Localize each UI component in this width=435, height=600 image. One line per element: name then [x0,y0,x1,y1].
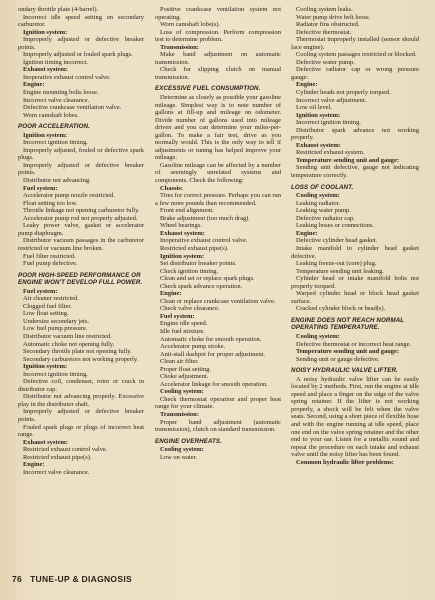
paragraph: Wheel bearings. [160,222,202,230]
paragraph: Leaking water pump. [296,207,351,215]
paragraph: Worn camshaft lobes. [23,111,79,119]
paragraph: Ignition timing incorrect. [23,58,88,66]
paragraph: Clean air filter. [160,358,199,366]
paragraph: Tires for correct pressure. Perhaps you can run a few more pounds than recommended. [155,192,281,207]
paragraph: ondary throttle plate (4-barrel). [18,6,99,13]
paragraph: Loss of compression. Perform compression test to determine problem. [155,28,281,44]
paragraph: Incorrect ignition timing. [23,370,88,378]
paragraph: Low float setting. [23,310,69,318]
subsection-heading: Ignition system: [23,28,68,36]
paragraph: Temperature sending unit leaking. [296,267,384,275]
paragraph: Inoperative exhaust control valve. [23,73,111,81]
paragraph: Determine as closely as possible your gasoline mileage. Simplest way is to note number of gallons at fill-up and mileage on odometer. Divide number of gallons used into mileage driven and you can determine your miles-per-gallon. To make a fair test, drive as you normally would. This is the only way to tell if adjustments or tuning has helped improve your mileage. [155,94,281,162]
paragraph: Air cleaner restricted. [23,295,79,303]
subsection-heading: Engine: [23,81,45,89]
paragraph: Sending unit defective, gauge not indicating temperature correctly. [291,164,419,180]
paragraph: Thermostat improperly installed (sensor should face engine). [291,36,419,51]
subsection-heading: Cooling system: [160,388,204,396]
subsection-heading: Ignition system: [296,111,341,119]
paragraph: Cylinder heads not properly torqued. [296,89,391,97]
subsection-heading: Cooling system: [160,446,204,454]
subsection-heading: Exhaust system: [23,438,68,446]
paragraph: Distributor vacuum passages in the carburetor restricted or vacuum line broken. [18,237,144,252]
subsection-heading: Engine: [296,229,318,237]
subsection-heading: Engine: [296,81,318,89]
paragraph: Accelerator linkage for smooth operation. [160,380,268,388]
paragraph: Defective coil, condenser, rotor or crack in distributor cap. [18,378,144,393]
paragraph: A noisy hydraulic valve lifter can be easily located by 2 methods. First, run the engine at idle speed and place a finger on the edge of the valve spring retainer. If the lifter is not working properly, a shock will be felt when the valve seats. Second, using a short piece of flexible hose and with the engine running at idle speed, place one end on the valve spring retainer and the other end to your ear. Listen for a metallic sound and repeat the procedure on each intake and exhaust valve until the noisy lifter has been found. [291,375,419,459]
paragraph: Incorrect valve clearance. [23,468,90,476]
subsection-heading: Fuel system: [23,184,58,192]
paragraph: Cooling system leaks. [296,6,353,13]
running-title: TUNE-UP & DIAGNOSIS [30,574,132,584]
paragraph: Leaking hoses or connections. [296,222,374,230]
paragraph: Undersize secondary jets. [23,317,89,325]
subsection-heading: Transmission: [160,410,199,418]
paragraph: Secondary throttle plate not opening fully. [23,348,132,356]
paragraph: Front end alignment. [160,207,214,215]
paragraph: Defective water pump. [296,58,355,66]
paragraph: Low oil level. [296,104,332,112]
paragraph: Improperly adjusted or defective breaker points. [18,408,144,423]
paragraph: Fuel pump defective. [23,260,78,268]
paragraph: Check thermostat operation and proper heat range for your climate. [155,395,281,411]
paragraph: Defective thermostat or incorrect heat range. [296,340,412,348]
subsection-heading: Transmission: [160,43,199,51]
paragraph: Warped cylinder head or block head gasket surface. [291,290,419,305]
paragraph: Engine mounting bolts loose. [23,89,99,97]
paragraph: Choke adjustment. [160,373,209,381]
paragraph: Check valve clearance. [160,305,220,313]
paragraph: Sending unit or gauge defective. [296,355,380,363]
paragraph: Incorrect ignition timing. [23,139,88,147]
subsection-heading: Cooling system: [296,332,340,340]
section-heading: POOR ACCELERATION. [18,123,90,131]
paragraph: Radiator fins obstructed. [296,21,360,29]
paragraph: Improperly adjusted, fouled or defective spark plugs. [18,146,144,162]
paragraph: Incorrect ignition timing. [296,119,361,127]
section-heading: NOISY HYDRAULIC VALVE LIFTER. [291,367,398,375]
subsection-heading: Exhaust system: [296,141,341,149]
text-column-left [18,6,144,476]
subsection-heading: Ignition system: [23,363,68,371]
paragraph: Fouled spark plugs or plugs of incorrect heat range. [18,423,144,439]
paragraph: Leaky power valve, gasket or accelerator pump diaphragm. [18,222,144,237]
section-heading: LOSS OF COOLANT. [291,183,354,191]
text-column-right [291,6,419,466]
paragraph: Restricted exhaust pipe(s). [160,244,229,252]
paragraph: Cooling system passages restricted or blocked. [296,51,417,59]
paragraph: Clean and set or replace spark plugs. [160,275,255,283]
paragraph: Set distributor breaker points. [160,260,237,268]
paragraph: Clogged fuel filter. [23,302,72,310]
paragraph: Defective crankcase ventilation valve. [23,104,122,112]
paragraph: Fuel filter restricted. [23,252,76,260]
subsection-heading: Temperature sending unit and gauge: [296,348,400,356]
paragraph: Idle fuel mixture. [160,327,205,335]
paragraph: Distributor spark advance not working properly. [291,126,419,142]
subsection-heading: Ignition system: [23,131,68,139]
subsection-heading: Exhaust system: [160,229,205,237]
paragraph: Defective cylinder head gasket. [296,237,378,245]
subsection-heading: Exhaust system: [23,66,68,74]
paragraph: Restricted exhaust system. [296,149,365,157]
paragraph: Defective thermostat. [296,28,352,36]
paragraph: Improperly adjusted or defective breaker points. [18,161,144,177]
subsection-heading: Fuel system: [23,287,58,295]
paragraph: Secondary carburetors not working properly. [23,355,139,363]
paragraph: Accelerator pump nozzle restricted. [23,192,115,200]
paragraph: Defective radiator cap. [296,214,355,222]
paragraph: Accelerator pump rod not properly adjusted. [23,214,138,222]
paragraph: Check for slipping clutch on manual transmission. [155,66,281,81]
paragraph: Accelerator pump stroke. [160,343,226,351]
paragraph: Incorrect idle speed setting on secondary carburetor. [18,13,144,29]
paragraph: Make band adjustment on automatic transmission. [155,51,281,66]
paragraph: Throttle linkage not opening carburetor fully. [23,207,140,215]
paragraph: Anti-stall dashpot for proper adjustment. [160,350,265,358]
paragraph: Automatic choke not opening fully. [23,340,115,348]
paragraph: Float setting too low. [23,199,78,207]
paragraph: Restricted exhaust control valve. [23,446,108,454]
page-number: 76 [12,574,23,584]
paragraph: Automatic choke for smooth operation. [160,335,262,343]
paragraph: Distributor vacuum line restricted. [23,332,112,340]
paragraph: Incorrect valve adjustment. [296,96,367,104]
paragraph: Worn camshaft lobe(s). [160,21,221,29]
paragraph: Distributor not advancing properly. Excessive play in the distributor shaft. [18,393,144,408]
paragraph: Restricted exhaust pipe(s). [23,453,92,461]
section-heading: ENGINE OVERHEATS. [155,437,222,445]
paragraph: Distributor not advancing. [23,177,91,185]
subsection-heading: Chassis: [160,184,183,192]
paragraph: Brake adjustment (too much drag). [160,214,250,222]
subsection-heading: Temperature sending unit and gauge: [296,156,400,164]
paragraph: Intake manifold to cylinder head gasket defective. [291,244,419,260]
paragraph: Positive crankcase ventilation system not operating. [155,6,281,21]
text-column-middle [155,6,281,461]
paragraph: Leaking radiator. [296,199,340,207]
paragraph: Leaking freeze-out (core) plug. [296,260,377,268]
section-heading: ENGINE DOES NOT REACH NORMAL OPERATING TEMPERATURE. [291,316,405,332]
paragraph: Gasoline mileage can be affected by a number of seemingly unrelated systems and components. Check the following: [155,161,281,185]
paragraph: Defective radiator cap or wrong pressure gauge: [291,66,419,81]
paragraph: Inoperative exhaust control valve. [160,237,248,245]
paragraph: Water pump drive belt loose. [296,13,371,21]
section-heading: EXCESSIVE FUEL CONSUMPTION. [155,85,261,93]
paragraph: Cracked cylinder block or head(s). [296,305,386,313]
subsection-heading: Fuel system: [160,312,195,320]
paragraph: Clean or replace crankcase ventilation valve. [160,297,276,305]
paragraph: Proper band adjustment (automatic transmission), clutch on standard transmission. [155,418,281,434]
paragraph: Cylinder head or intake manifold bolts not properly torqued. [291,275,419,290]
subsection-heading: Common hydraulic lifter problems: [296,458,394,466]
paragraph: Improperly adjusted or defective breaker points. [18,36,144,51]
subsection-heading: Cooling system: [296,192,340,200]
paragraph: Incorrect valve clearance. [23,96,90,104]
subsection-heading: Ignition system: [160,252,205,260]
paragraph: Check spark advance operation. [160,282,243,290]
section-heading: POOR HIGH-SPEED PERFORMANCE OR ENGINE WON'T DEVELOP FULL POWER. [18,271,143,287]
paragraph: Low fuel pump pressure. [23,325,88,333]
subsection-heading: Engine: [23,461,45,469]
subsection-heading: Engine: [160,290,182,298]
paragraph: Check ignition timing. [160,267,219,275]
paragraph: Engine idle speed. [160,320,208,328]
paragraph: Low on water. [160,453,198,461]
paragraph: Proper float setting. [160,365,211,373]
paragraph: Improperly adjusted or fouled spark plugs. [23,51,133,59]
page-footer [12,574,132,584]
